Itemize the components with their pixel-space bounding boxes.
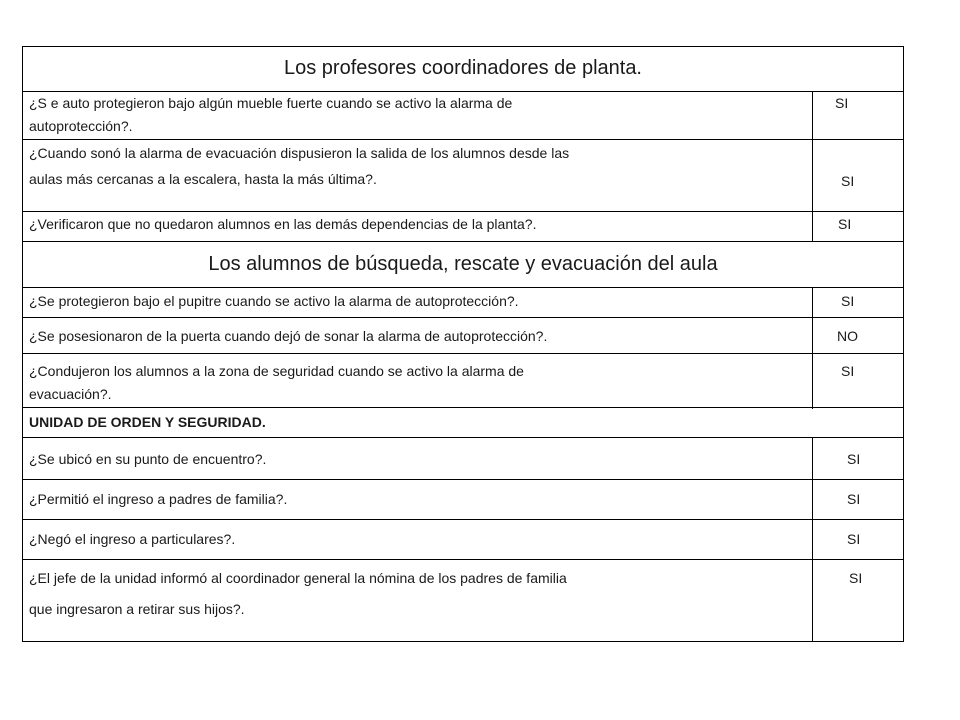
row-divider xyxy=(23,559,903,560)
row-divider xyxy=(23,317,903,318)
question-1-line-2: autoprotección?. xyxy=(29,118,133,134)
question-7: ¿Se ubicó en su punto de encuentro?. xyxy=(29,451,267,467)
row-divider xyxy=(23,241,903,242)
question-5: ¿Se posesionaron de la puerta cuando dejó de sonar la alarma de autoprotección?. xyxy=(29,328,548,344)
answer-1: SI xyxy=(835,95,849,111)
row-divider xyxy=(23,287,903,288)
answer-7: SI xyxy=(847,451,861,467)
section-title-coordinators: Los profesores coordinadores de planta. xyxy=(283,57,642,79)
answer-5: NO xyxy=(837,328,858,344)
answer-3: SI xyxy=(838,216,852,232)
question-3: ¿Verificaron que no quedaron alumnos en las demás dependencias de la planta?. xyxy=(29,216,537,232)
row-divider xyxy=(23,479,903,480)
answer-4: SI xyxy=(841,293,855,309)
question-1-line-1: ¿S e auto protegieron bajo algún mueble fuerte cuando se activo la alarma de xyxy=(29,95,513,111)
row-divider xyxy=(23,353,903,354)
column-divider xyxy=(812,287,813,409)
answer-8: SI xyxy=(847,491,861,507)
row-divider xyxy=(23,211,903,212)
column-divider xyxy=(812,437,813,641)
row-divider xyxy=(23,407,903,408)
answer-9: SI xyxy=(847,531,861,547)
answer-10: SI xyxy=(849,570,863,586)
question-2-line-2: aulas más cercanas a la escalera, hasta la más última?. xyxy=(29,171,377,187)
section-title-students: Los alumnos de búsqueda, rescate y evacuación del aula xyxy=(208,253,718,275)
question-10-line-2: que ingresaron a retirar sus hijos?. xyxy=(29,601,245,617)
question-9: ¿Negó el ingreso a particulares?. xyxy=(29,531,236,547)
row-divider xyxy=(23,139,903,140)
question-6-line-2: evacuación?. xyxy=(29,386,112,402)
question-6-line-1: ¿Condujeron los alumnos a la zona de seguridad cuando se activo la alarma de xyxy=(29,363,524,379)
column-divider xyxy=(812,91,813,241)
question-10-line-1: ¿El jefe de la unidad informó al coordinador general la nómina de los padres de familia xyxy=(29,570,567,586)
row-divider xyxy=(23,519,903,520)
section-title-order-security: UNIDAD DE ORDEN Y SEGURIDAD. xyxy=(29,414,266,430)
answer-6: SI xyxy=(841,363,855,379)
question-2-line-1: ¿Cuando sonó la alarma de evacuación dispusieron la salida de los alumnos desde las xyxy=(29,145,570,161)
question-8: ¿Permitió el ingreso a padres de familia?. xyxy=(29,491,288,507)
evaluation-table xyxy=(22,46,904,642)
answer-2: SI xyxy=(841,173,855,189)
question-4: ¿Se protegieron bajo el pupitre cuando se activo la alarma de autoprotección?. xyxy=(29,293,519,309)
row-divider xyxy=(23,437,903,438)
